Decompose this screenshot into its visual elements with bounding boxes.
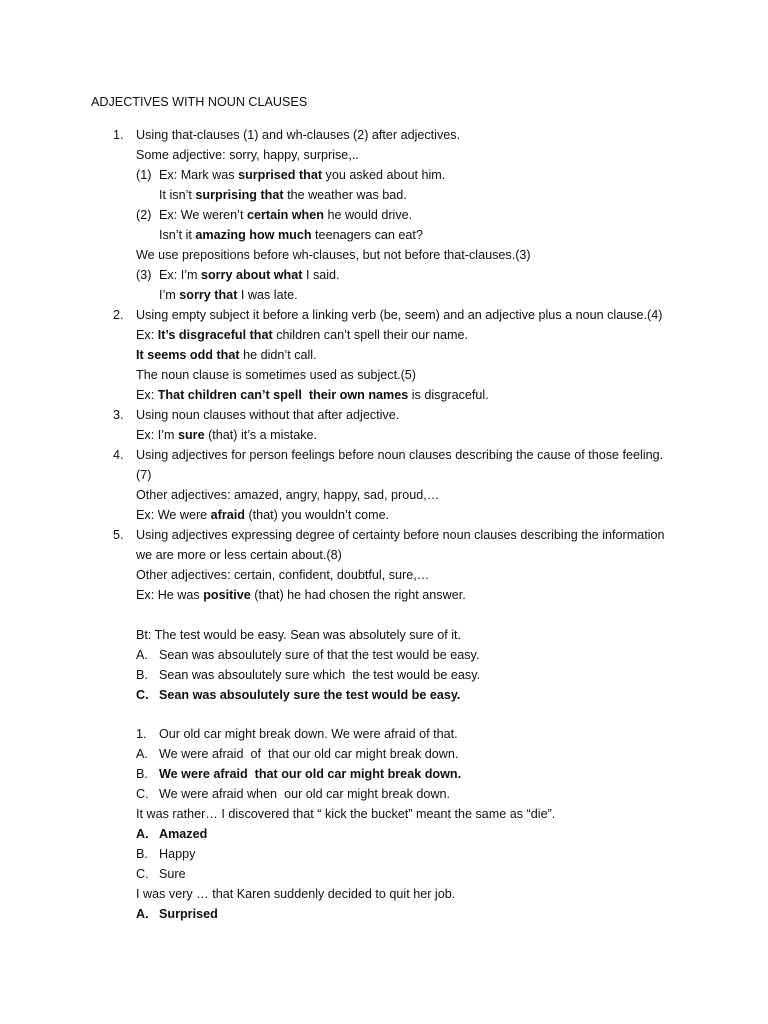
option-text-answer: Surprised xyxy=(159,907,218,921)
section4-heading: Using adjectives for person feelings before noun clauses describing the cause of those feeling. xyxy=(136,448,664,462)
section5-heading: Using adjectives expressing degree of certainty before noun clauses describing the information xyxy=(136,528,665,542)
section3-heading: Using noun clauses without that after adjective. xyxy=(136,408,400,422)
exercise-prompt: Our old car might break down. We were afraid of that. xyxy=(159,727,458,741)
item-number: 1. xyxy=(136,727,147,741)
text-line: we are more or less certain about.(8) xyxy=(136,548,342,562)
exercise-prompt: Bt: The test would be easy. Sean was absolutely sure of it. xyxy=(136,628,462,642)
option-text-answer: Sean was absoulutely sure the test would be easy. xyxy=(159,688,461,702)
exercise-prompt: It was rather… I discovered that “ kick the bucket” meant the same as “die”. xyxy=(136,807,556,821)
exercise-prompt: I was very … that Karen suddenly decided to quit her job. xyxy=(136,887,456,901)
example-line: I’m sorry that I was late. xyxy=(159,288,298,302)
item-number: 4. xyxy=(113,448,124,462)
example-line: It isn’t surprising that the weather was bad. xyxy=(159,188,407,202)
item-number: 5. xyxy=(113,528,124,542)
example-line: Ex: I’m sorry about what I said. xyxy=(159,268,340,282)
text-line: (7) xyxy=(136,468,152,482)
text-line: Some adjective: sorry, happy, surprise,.. xyxy=(136,148,359,162)
page-title: ADJECTIVES WITH NOUN CLAUSES xyxy=(91,95,308,109)
section1-heading: Using that-clauses (1) and wh-clauses (2) after adjectives. xyxy=(136,128,461,142)
option-label: A. xyxy=(136,907,149,921)
text-line: Other adjectives: certain, confident, doubtful, sure,… xyxy=(136,568,430,582)
option-label: C. xyxy=(136,787,149,801)
item-number: 3. xyxy=(113,408,124,422)
option-label: C. xyxy=(136,867,149,881)
option-label: B. xyxy=(136,767,148,781)
text-line: Other adjectives: amazed, angry, happy, sad, proud,… xyxy=(136,488,440,502)
item-number: 2. xyxy=(113,308,124,322)
option-text-answer: Amazed xyxy=(159,827,208,841)
sub-number: (1) xyxy=(136,168,152,182)
option-label: A. xyxy=(136,747,148,761)
example-line: Ex: Mark was surprised that you asked about him. xyxy=(159,168,446,182)
option-label: A. xyxy=(136,648,148,662)
option-text: Sure xyxy=(159,867,186,881)
option-text: Sean was absoulutely sure which the test would be easy. xyxy=(159,668,481,682)
option-label: A. xyxy=(136,827,149,841)
option-text: We were afraid of that our old car might break down. xyxy=(159,747,459,761)
sub-number: (3) xyxy=(136,268,152,282)
sub-number: (2) xyxy=(136,208,152,222)
option-text: Happy xyxy=(159,847,196,861)
option-label: B. xyxy=(136,847,148,861)
option-text: Sean was absoulutely sure of that the test would be easy. xyxy=(159,648,480,662)
example-line: It seems odd that he didn’t call. xyxy=(136,348,317,362)
example-line: Ex: It’s disgraceful that children can’t spell their our name. xyxy=(136,328,469,342)
text-line: The noun clause is sometimes used as subject.(5) xyxy=(136,368,416,382)
example-line: Ex: We weren’t certain when he would drive. xyxy=(159,208,413,222)
example-line: Ex: I’m sure (that) it’s a mistake. xyxy=(136,428,318,442)
option-label: B. xyxy=(136,668,148,682)
text-line: We use prepositions before wh-clauses, but not before that-clauses.(3) xyxy=(136,248,531,262)
example-line: Ex: That children can’t spell their own names is disgraceful. xyxy=(136,388,489,402)
section2-heading: Using empty subject it before a linking verb (be, seem) and an adjective plus a noun clause.(4) xyxy=(136,308,663,322)
option-label: C. xyxy=(136,688,149,702)
option-text: We were afraid when our old car might break down. xyxy=(159,787,450,801)
item-number: 1. xyxy=(113,128,124,142)
example-line: Isn’t it amazing how much teenagers can eat? xyxy=(159,228,423,242)
option-text-answer: We were afraid that our old car might break down. xyxy=(159,767,462,781)
example-line: Ex: We were afraid (that) you wouldn’t come. xyxy=(136,508,390,522)
example-line: Ex: He was positive (that) he had chosen the right answer. xyxy=(136,588,466,602)
